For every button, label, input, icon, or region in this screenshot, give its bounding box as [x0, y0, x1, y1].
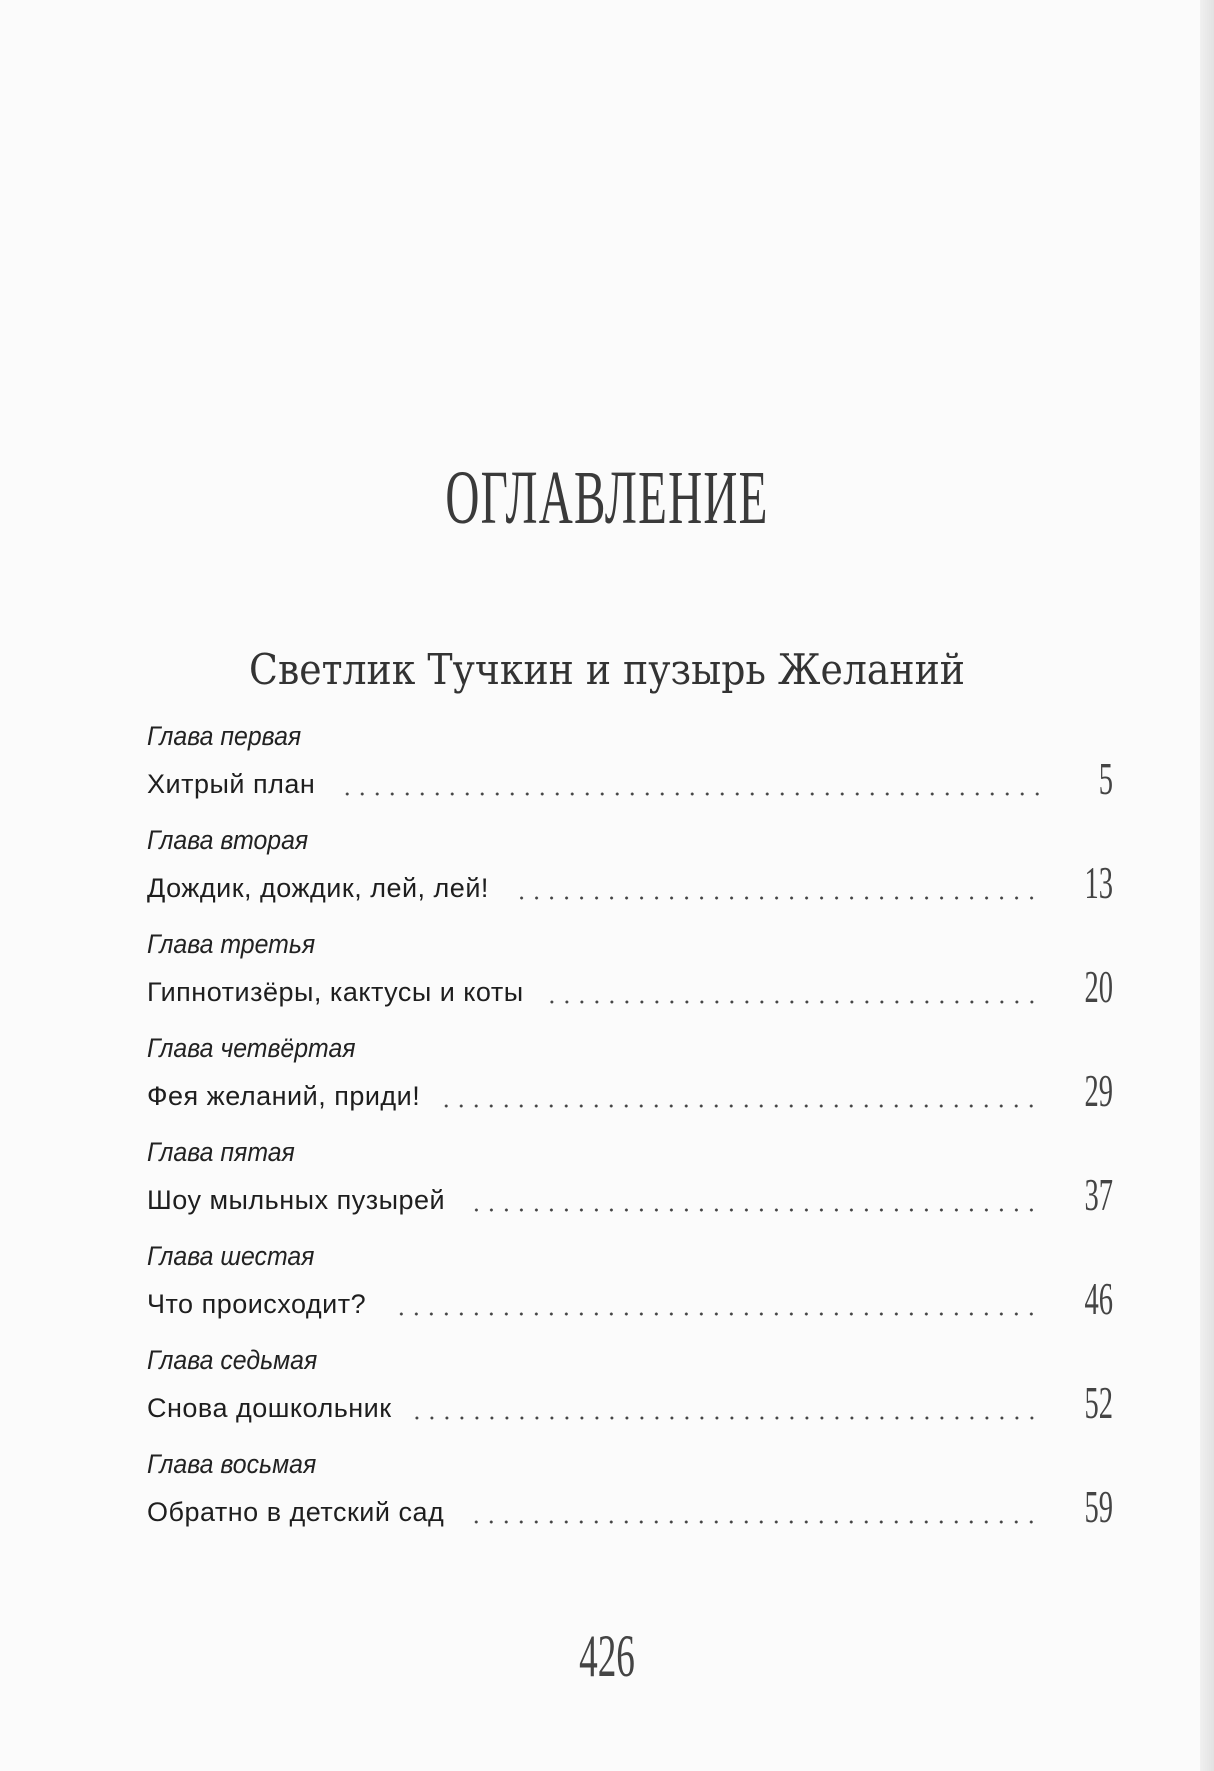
dot-leader — [337, 792, 1045, 796]
chapter-title: Что происходит? — [147, 1289, 367, 1319]
chapter-label: Глава третья — [147, 929, 316, 959]
chapter-title: Хитрый план — [147, 769, 316, 799]
page-number: 426 — [579, 1623, 635, 1689]
toc-line — [147, 1273, 1113, 1324]
chapter-page-number: 13 — [1084, 857, 1113, 908]
toc-line — [147, 1169, 1113, 1220]
toc-line — [147, 1065, 1113, 1116]
dot-leader — [466, 1520, 1039, 1524]
book-title: Светлик Тучкин и пузырь Желаний — [249, 645, 965, 694]
chapter-title: Снова дошкольник — [147, 1393, 392, 1423]
page-edge — [1200, 0, 1214, 1771]
chapter-page-number: 52 — [1084, 1377, 1113, 1428]
dot-leader — [414, 1416, 1039, 1420]
chapter-page-number: 59 — [1084, 1481, 1113, 1532]
dot-leader — [388, 1312, 1039, 1316]
toc-line — [147, 1377, 1113, 1428]
chapter-label: Глава шестая — [147, 1241, 315, 1271]
toc-entry[interactable] — [147, 1342, 1113, 1446]
chapter-title: Шоу мыльных пузырей — [147, 1185, 446, 1215]
toc-entry[interactable] — [147, 1238, 1113, 1342]
toc-entry[interactable] — [147, 1446, 1113, 1550]
toc-entry[interactable] — [147, 1134, 1113, 1238]
chapter-label: Глава седьмая — [147, 1345, 318, 1375]
chapter-title: Фея желаний, приди! — [147, 1081, 421, 1111]
dot-leader — [511, 896, 1039, 900]
toc-entry[interactable] — [147, 1030, 1113, 1134]
chapter-title: Гипнотизёры, кактусы и коты — [147, 977, 524, 1007]
chapter-label: Глава вторая — [147, 825, 309, 855]
chapter-page-number: 29 — [1084, 1065, 1113, 1116]
dot-leader — [467, 1208, 1039, 1212]
dot-leader — [442, 1104, 1039, 1108]
table-of-contents — [147, 718, 1113, 1550]
chapter-label: Глава восьмая — [147, 1449, 317, 1479]
chapter-page-number: 37 — [1084, 1169, 1113, 1220]
toc-entry[interactable] — [147, 718, 1113, 822]
toc-line — [147, 961, 1113, 1012]
chapter-page-number: 5 — [1098, 753, 1113, 804]
dot-leader — [546, 1000, 1039, 1004]
toc-entry[interactable] — [147, 926, 1113, 1030]
toc-entry[interactable] — [147, 822, 1113, 926]
chapter-page-number: 20 — [1084, 961, 1113, 1012]
chapter-title: Обратно в детский сад — [147, 1497, 445, 1527]
toc-line — [147, 753, 1113, 804]
page-title: ОГЛАВЛЕНИЕ — [445, 456, 769, 540]
chapter-title: Дождик, дождик, лей, лей! — [147, 873, 489, 903]
toc-line — [147, 857, 1113, 908]
chapter-label: Глава четвёртая — [147, 1033, 356, 1063]
toc-line — [147, 1481, 1113, 1532]
chapter-label: Глава пятая — [147, 1137, 295, 1167]
chapter-page-number: 46 — [1084, 1273, 1113, 1324]
chapter-label: Глава первая — [147, 721, 302, 751]
